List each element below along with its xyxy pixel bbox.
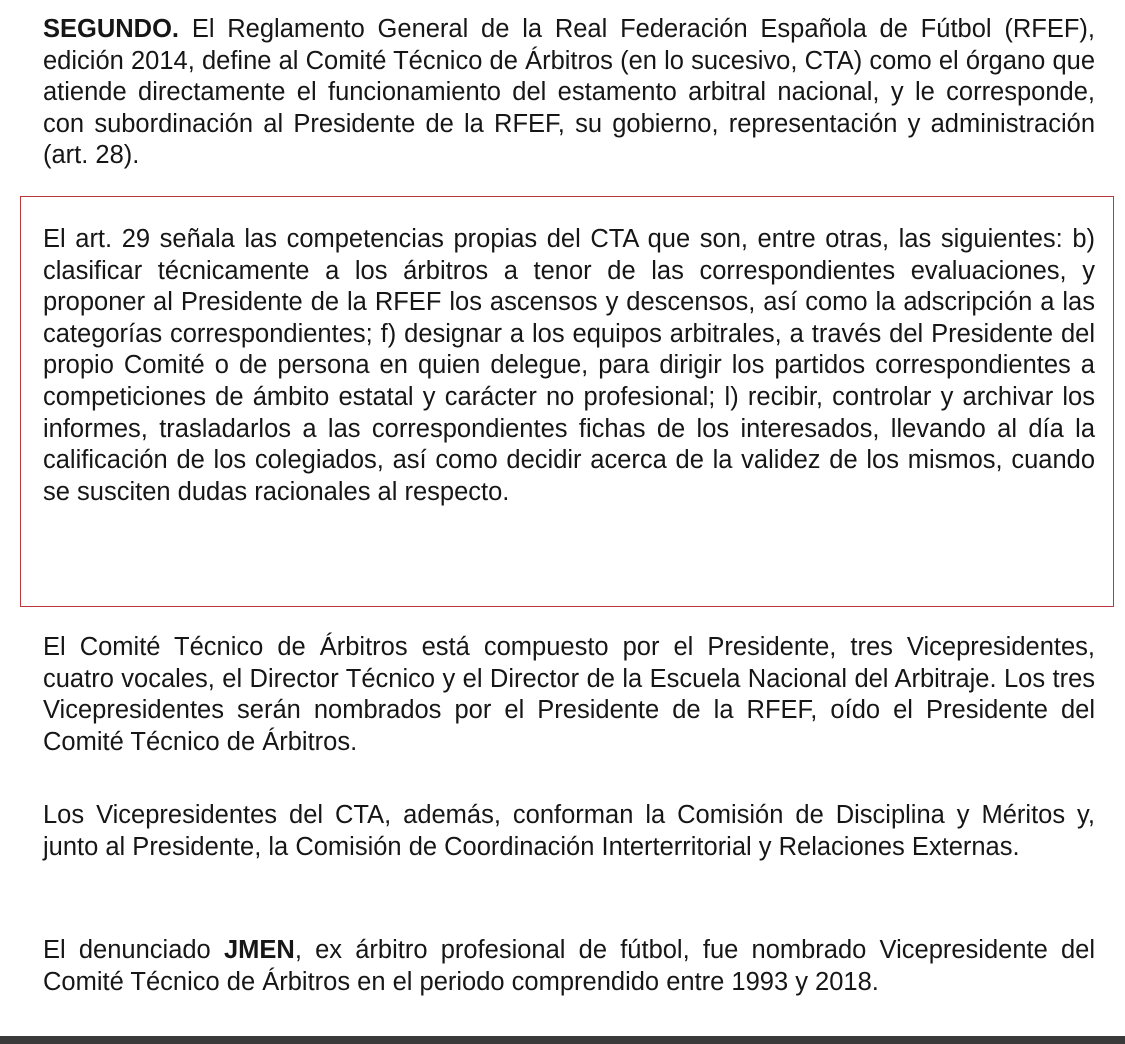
paragraph-text: El Comité Técnico de Árbitros está compuesto por el Presidente, tres Vicepresidentes, cuatro vocales, el Director Técnico y el Director de la Escuela Nacional del Arbitraje. Los tres Vicepresidentes serán nombrados por el Presidente de la RFEF, oído el Presidente del Comité Técnico de Árbitros. (43, 633, 1095, 756)
paragraph-composicion (43, 632, 1095, 758)
paragraph-vicepresidentes (43, 800, 1095, 863)
paragraph-text-before: El denunciado (43, 936, 224, 964)
bottom-edge-bar (0, 1036, 1125, 1044)
paragraph-text: El Reglamento General de la Real Federación Española de Fútbol (RFEF), edición 2014, define al Comité Técnico de Árbitros (en lo sucesivo, CTA) como el órgano que atiende directamente el funcionamiento del estamento arbitral nacional, y le corresponde, con subordinación al Presidente de la RFEF, su gobierno, representación y administración (art. 28). (43, 15, 1095, 170)
section-heading: SEGUNDO. (43, 15, 180, 43)
paragraph-text: El art. 29 señala las competencias propias del CTA que son, entre otras, las siguientes: b) clasificar técnicamente a los árbitros a tenor de las correspondientes evaluaciones, y proponer al Presidente de la RFEF los ascensos y descensos, así como la adscripción a las categorías correspondientes; f) designar a los equipos arbitrales, a través del Presidente del propio Comité o de persona en quien delegue, para dirigir los partidos correspondientes a competiciones de ámbito estatal y carácter no profesional; l) recibir, controlar y archivar los informes, trasladarlos a las correspondientes fichas de los interesados, llevando al día la calificación de los colegiados, así como decidir acerca de la validez de los mismos, cuando se susciten dudas racionales al respecto. (43, 225, 1095, 506)
defendant-name: JMEN (223, 936, 295, 964)
paragraph-segundo (43, 14, 1095, 172)
paragraph-text-after: , ex árbitro profesional de fútbol, fue nombrado Vicepresidente del Comité Técnico de Árbitros en el periodo comprendido entre 1993 y 2018. (43, 936, 1096, 996)
paragraph-denunciado (43, 935, 1095, 998)
paragraph-art-29 (43, 224, 1095, 508)
paragraph-text: Los Vicepresidentes del CTA, además, conforman la Comisión de Disciplina y Méritos y, junto al Presidente, la Comisión de Coordinación Interterritorial y Relaciones Externas. (43, 801, 1095, 861)
